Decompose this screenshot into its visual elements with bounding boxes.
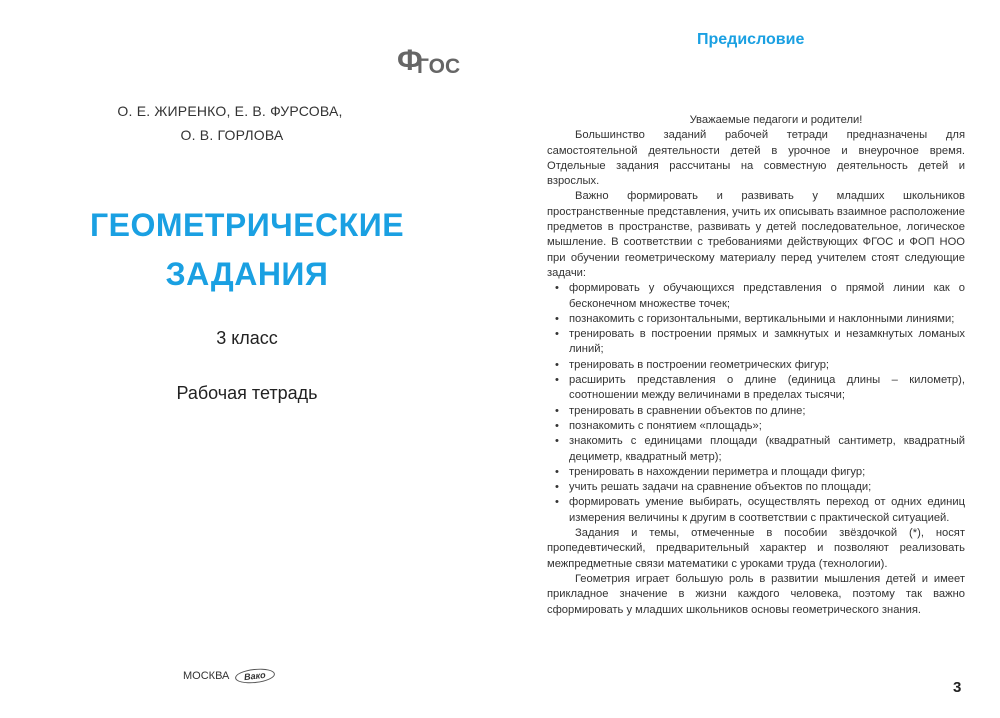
list-item: • познакомить с понятием «площадь»; xyxy=(547,419,965,434)
list-item: • тренировать в сравнении объектов по длине; xyxy=(547,404,965,419)
paragraph-1: Большинство заданий рабочей тетради предназначены для самостоятельной деятельности детей в урочное и внеурочное время. Отдельные задания рассчитаны на совместную деятельность детей и взрослых. xyxy=(547,129,965,188)
authors-line-2: О. В. ГОРЛОВА xyxy=(180,127,284,143)
publisher xyxy=(183,669,275,683)
list-item: • познакомить с горизонтальными, вертикальными и наклонными линиями; xyxy=(547,312,965,327)
workbook-subtitle: Рабочая тетрадь xyxy=(176,383,318,403)
publisher-city: МОСКВА xyxy=(183,670,230,682)
grade-label: 3 класс xyxy=(216,328,278,348)
list-item: • формировать у обучающихся представления о прямой линии как о бесконечном множестве точек; xyxy=(547,281,965,312)
fgos-logo-icon xyxy=(393,38,463,82)
book-title-line-2: ЗАДАНИЯ xyxy=(165,256,329,292)
authors-line-1: О. Е. ЖИРЕНКО, Е. В. ФУРСОВА, xyxy=(117,103,343,119)
fgos-logo-letter: Ф xyxy=(397,44,423,77)
list-item: • расширить представления о длине (единица длины – километр), соотношении между величинами в пределах тысячи; xyxy=(547,373,965,404)
preface-heading: Предисловие xyxy=(697,31,805,48)
tasks-list xyxy=(547,281,965,526)
paragraph-4: Геометрия играет большую роль в развитии мышления детей и имеет прикладное значение в жизни каждого человека, поэтому так важно сформировать у младших школьников основы геометрического знания. xyxy=(547,572,965,616)
page-number: 3 xyxy=(953,679,962,696)
greeting: Уважаемые педагоги и родители! xyxy=(689,114,863,126)
list-item: • тренировать в построении прямых и замкнутых и незамкнутых ломаных линий; xyxy=(547,327,965,358)
list-item: • тренировать в нахождении периметра и площади фигур; xyxy=(547,465,965,480)
list-item: • тренировать в построении геометрических фигур; xyxy=(547,358,965,373)
paragraph-2: Важно формировать и развивать у младших школьников пространственные представления, учить их описывать взаимное расположение предметов в пространстве, развивать у детей последовательное, логическое мышление. В соответствии с требованиями действующих ФГОС и ФОП НОО при обучении геометрическому материалу перед учителем стоят следующие задачи: xyxy=(547,190,965,279)
list-item: • формировать умение выбирать, осуществлять переход от одних единиц измерения величины к другим в соответствии с практической ситуацией. xyxy=(547,495,965,526)
book-title-line-1: ГЕОМЕТРИЧЕСКИЕ xyxy=(89,207,405,243)
publisher-logo-icon: Вако xyxy=(235,667,276,685)
list-item: • учить решать задачи на сравнение объектов по площади; xyxy=(547,480,965,495)
preface-body xyxy=(547,113,965,618)
list-item: • знакомить с единицами площади (квадратный сантиметр, квадратный дециметр, квадратный метр); xyxy=(547,434,965,465)
fgos-logo-text: ГОС xyxy=(417,55,461,78)
paragraph-3: Задания и темы, отмеченные в пособии звёздочкой (*), носят пропедевтический, предварительный характер и позволяют реализовать межпредметные связи математики с уроками труда (технологии). xyxy=(547,527,965,570)
